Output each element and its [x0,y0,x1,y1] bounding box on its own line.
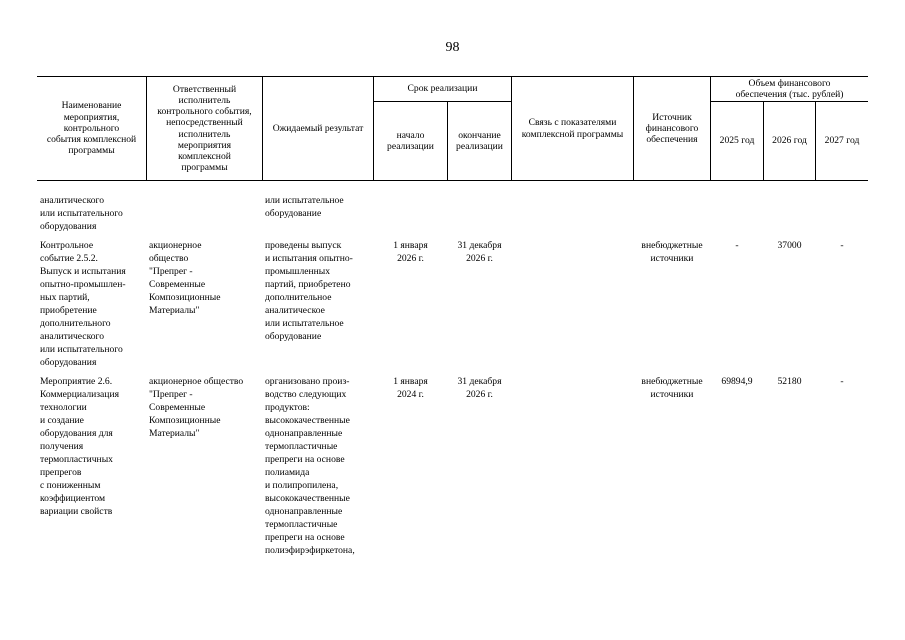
cell-line: 1 января [393,376,428,387]
cell-name [40,375,145,518]
cell-line: Материалы" [149,305,200,316]
header-source [634,77,710,180]
header-responsible [147,77,262,180]
cell-line: или испытательного [40,344,123,355]
cell-source [634,375,710,401]
header-line: Связь с показателями [528,117,617,129]
header-line: комплексной программы [521,128,624,140]
cell-line: или испытательное [265,318,344,329]
cell-line: препрегов [40,467,82,478]
cell-line: термопластичные [265,519,338,530]
cell-line: препреги на основе [265,454,345,465]
header-line: программы [181,162,228,174]
cell-line: опытно-промышлен- [40,279,126,290]
cell-line: или испытательного [40,208,123,219]
header-line: программы [68,145,115,157]
cell-line: высококачественные [265,493,350,504]
cell-line: 2024 г. [397,389,424,400]
cell-result [265,194,372,220]
header-line: непосредственный [166,117,243,129]
cell-2025: - [735,240,739,251]
header-line: обеспечения [646,134,698,146]
cell-line: промышленных [265,266,331,277]
cell-line: и полипропилена, [265,480,339,491]
header-year-2026: 2026 год [772,135,807,147]
header-line: реализации [456,141,503,152]
cell-line: общество [149,253,189,264]
cell-result [265,239,372,343]
header-end [448,102,511,180]
cell-line: аналитического [40,331,105,342]
cell-2026: 37000 [777,240,802,251]
header-line: исполнитель [178,128,231,140]
header-link [512,77,633,180]
header-start [374,102,447,180]
cell-line: организовано произ- [265,376,350,387]
cell-line: 31 декабря [457,376,502,387]
cell-line: высококачественные [265,415,350,426]
cell-start [374,239,447,265]
cell-responsible [149,239,261,317]
cell-line: однонаправленные [265,506,343,517]
cell-line: аналитического [40,195,105,206]
cell-line: проведены выпуск [265,240,342,251]
header-line: Ответственный [172,83,237,95]
cell-end [448,239,511,265]
cell-end [448,375,511,401]
cell-line: получения [40,441,84,452]
header-result: Ожидаемый результат [272,122,364,134]
header-line: исполнитель [178,94,231,106]
header-line: мероприятия [177,139,232,151]
cell-line: ных партий, [40,292,90,303]
header-line: начало [396,129,425,141]
cell-line: водство следующих [265,389,347,400]
cell-line: Мероприятие 2.6. [40,376,113,387]
cell-name [40,194,145,233]
header-line: комплексной [178,150,231,162]
cell-start [374,375,447,401]
cell-line: термопластичных [40,454,113,465]
cell-line: препреги на основе [265,532,345,543]
cell-line: Композиционные [149,415,221,426]
header-line: Наименование [61,100,122,112]
cell-line: технологии [40,402,87,413]
cell-result [265,375,372,557]
cell-line: Контрольное [40,240,94,251]
header-finance [711,77,868,101]
cell-line: и испытания опытно- [265,253,353,264]
cell-line: "Препрег - [149,389,193,400]
cell-line: событие 2.5.2. [40,253,98,264]
cell-line: внебюджетные [641,376,703,387]
cell-line: Композиционные [149,292,221,303]
header-line: Объем финансового [748,77,831,89]
cell-line: аналитическое [265,305,325,316]
cell-2026: 52180 [777,376,802,387]
cell-line: оборудование [265,208,322,219]
cell-line: коэффициентом [40,493,106,504]
cell-line: полиэфирэфиркетона, [265,545,355,556]
header-line: контрольного [63,122,120,134]
cell-responsible [149,375,261,440]
cell-line: и создание [40,415,84,426]
cell-line: 2026 г. [397,253,424,264]
cell-line: партий, приобретено [265,279,351,290]
cell-line: дополнительного [40,318,111,329]
cell-line: Материалы" [149,428,200,439]
cell-2025: 69894,9 [721,376,753,387]
cell-line: акционерное общество [149,376,244,387]
header-term: Срок реализации [407,83,478,95]
cell-line: Современные [149,402,206,413]
cell-source [634,239,710,265]
cell-line: Коммерциализация [40,389,119,400]
cell-line: оборудования [40,357,97,368]
cell-line: акционерное [149,240,202,251]
cell-line: приобретение [40,305,97,316]
cell-line: 2026 г. [466,389,493,400]
cell-line: 1 января [393,240,428,251]
cell-line: Современные [149,279,206,290]
cell-line: "Препрег - [149,266,193,277]
cell-name [40,239,145,369]
cell-2027: - [840,240,844,251]
header-name [37,77,146,180]
cell-line: дополнительное [265,292,332,303]
header-line: финансового [645,122,699,134]
cell-line: продуктов: [265,402,310,413]
cell-line: оборудование [265,331,322,342]
cell-line: источники [650,389,694,400]
cell-line: оборудования для [40,428,113,439]
cell-line: Выпуск и испытания [40,266,126,277]
cell-line: оборудования [40,221,97,232]
cell-line: или испытательное [265,195,344,206]
page-number: 98 [445,40,460,55]
cell-line: полиамида [265,467,310,478]
cell-line: 31 декабря [457,240,502,251]
cell-line: вариации свойств [40,506,113,517]
header-year-2027: 2027 год [824,135,860,147]
cell-line: источники [650,253,694,264]
header-line: Источник [652,111,692,123]
header-line: обеспечения (тыс. рублей) [735,89,844,100]
header-line: реализации [387,141,434,152]
header-line: события комплексной [46,134,137,146]
header-year-2025: 2025 год [719,135,755,147]
cell-line: однонаправленные [265,428,343,439]
header-line: мероприятия, [63,111,120,123]
header-line: контрольного события, [157,106,252,118]
cell-line: 2026 г. [466,253,493,264]
cell-line: термопластичные [265,441,338,452]
cell-line: внебюджетные [641,240,703,251]
cell-2027: - [840,376,844,387]
cell-line: с пониженным [40,480,101,491]
header-line: окончание [458,129,501,141]
